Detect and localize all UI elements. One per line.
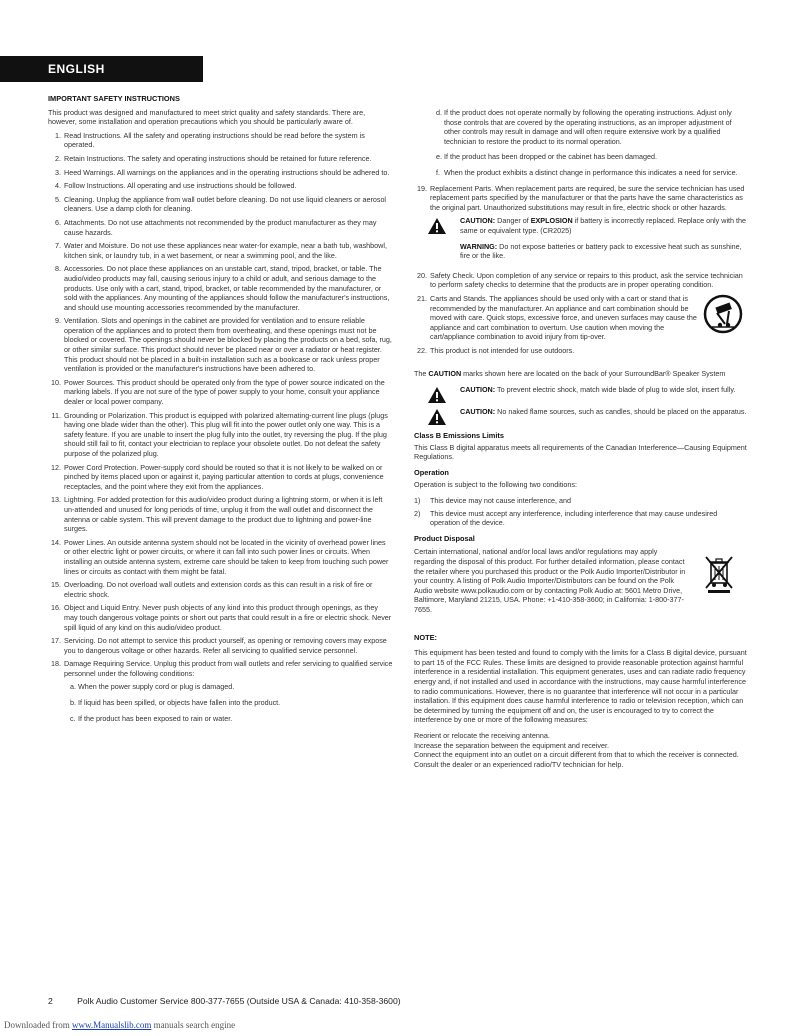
list-item — [48, 580, 393, 599]
list-item — [48, 264, 393, 312]
item-text: This product is not intended for use outdoors. — [430, 345, 575, 355]
condition-letter: b. — [70, 698, 76, 708]
condition-letter: d. — [436, 108, 442, 117]
item-number: 15. — [51, 580, 61, 590]
left-column — [48, 94, 393, 729]
list-item — [48, 659, 393, 678]
disposal-heading: Product Disposal — [414, 533, 475, 543]
item-number: 16. — [51, 603, 61, 613]
item-text: Accessories. Do not place these appliances on an unstable cart, stand, tripod, bracket, or table. The audio/video products may fall, causing serious injury to a child or adult, and serious damage to the products. Use only with a cart, stand, tripod, bracket, or table recommended by the manufacturer, or sold with the appliances. Any mounting of the appliances should follow the manufacturer's instructions, and should use mounting accessories recommended by the manufacturer. — [64, 264, 390, 312]
condition-text: If the product has been dropped or the cabinet has been damaged. — [444, 152, 657, 162]
condition-item — [436, 168, 749, 178]
operation-heading: Operation — [414, 467, 449, 477]
item-text: Lightning. For added protection for this audio/video product during a lightning storm, or when it is left un-attended and unused for long periods of time, unplug it from the wall outlet and disconnect the antenna or cable system. This will prevent damage to the product due to lightning and power-line surges. — [64, 495, 383, 534]
conditions-list — [414, 496, 749, 528]
condition-letter: a. — [70, 682, 76, 692]
condition-item — [436, 152, 749, 162]
condition-number: 1) — [414, 496, 421, 506]
condition-letter: c. — [70, 713, 76, 723]
item-number: 2. — [55, 153, 61, 163]
safety-intro: This product was designed and manufactured to meet strict quality and safety standards. There are, however, some installation and operation precautions which you should be particularly aware of. — [48, 107, 366, 127]
list-item — [414, 184, 749, 213]
item-text: Power Cord Protection. Power-supply cord should be routed so that it is not likely to be walked on or pinched by items placed upon or against it, paying particular attention to cords at plugs, convenience receptacles, and the point where they exit from the appliances. — [64, 462, 384, 491]
warning-triangle-icon — [414, 216, 460, 264]
list-item — [48, 495, 393, 533]
item-number: 20. — [417, 270, 427, 280]
caution-text: To prevent electric shock, match wide blade of plug to wide slot, insert fully. — [497, 385, 736, 395]
damage-conditions-list — [48, 682, 393, 723]
language-tab: ENGLISH — [0, 56, 203, 82]
condition-letter: f. — [436, 167, 440, 177]
item-number: 12. — [51, 462, 61, 472]
page-number: 2 — [48, 996, 53, 1006]
cart-tipover-icon — [697, 294, 749, 346]
operation-text: Operation is subject to the following two conditions: — [414, 480, 578, 490]
condition-text: If the product has been exposed to rain or water. — [78, 713, 233, 723]
item-number: 4. — [55, 181, 61, 191]
carts-section — [414, 294, 749, 346]
list-item — [48, 168, 393, 178]
note-heading: NOTE: — [414, 632, 437, 642]
list-item — [48, 181, 393, 191]
caution-text: No naked flame sources, such as candles, should be placed on the apparatus. — [497, 407, 747, 417]
item-text: Object and Liquid Entry. Never push objects of any kind into this product through openings, as they may touch dangerous voltage points or short out parts that could result in a fire or electric shock. Never spill liquid of any kind on this audio/video product. — [64, 603, 392, 632]
list-item — [414, 271, 749, 290]
item-number: 9. — [55, 316, 61, 326]
disposal-section — [414, 547, 749, 614]
item-number: 8. — [55, 264, 61, 274]
list-item — [48, 131, 393, 150]
customer-service-line: Polk Audio Customer Service 800-377-7655 (Outside USA & Canada: 410-358-3600) — [77, 996, 401, 1006]
manualslib-link[interactable]: www.Manualslib.com — [71, 1020, 152, 1030]
measure-line: Reorient or relocate the receiving antenna. — [414, 730, 550, 740]
condition-text: When the power supply cord or plug is damaged. — [78, 682, 235, 692]
item-number: 14. — [51, 537, 61, 547]
measures-list — [414, 731, 749, 769]
item-text: Power Lines. An outside antenna system should not be located in the vicinity of overhead power lines or other electric light or power circuits, or where it can fall into such power lines or circuits. When installing an outside antenna system, extreme care should be taken to keep from touching such power lines or circuits as contact with them might be fatal. — [64, 537, 389, 576]
download-credit: Downloaded from www.Manualslib.com manuals search engine — [4, 1020, 236, 1030]
item-number: 10. — [51, 377, 61, 387]
condition-item — [70, 714, 393, 724]
warning-triangle-icon — [414, 407, 460, 425]
condition-text: This device must accept any interference, including interference that may cause undesired operation of the device. — [430, 508, 718, 528]
battery-caution — [414, 216, 749, 264]
item-text: Read Instructions. All the safety and operating instructions should be read before the system is operated. — [64, 130, 365, 150]
condition-row — [414, 509, 749, 528]
item-text: Follow Instructions. All operating and use instructions should be followed. — [64, 181, 297, 191]
item-number: 21. — [417, 293, 427, 303]
item-number: 18. — [51, 659, 61, 669]
item-number: 11. — [51, 410, 61, 420]
item-text: Attachments. Do not use attachments not recommended by the product manufacturer as they may cause hazards. — [64, 217, 377, 237]
crossed-bin-icon — [689, 547, 749, 614]
item-text: Replacement Parts. When replacement parts are required, be sure the service technician has used replacement parts specified by the manufacturer or that the parts have the same characteristics as the original part. Unauthorized substitutions may result in fire, electric shock or other hazards. — [430, 183, 745, 212]
caution-label: CAUTION: — [460, 385, 496, 395]
item-number: 22. — [417, 345, 427, 355]
item-number: 6. — [55, 217, 61, 227]
warning-heat: WARNING: Do not expose batteries or battery pack to excessive heat such as sunshine, fire or the like. — [460, 241, 742, 261]
item-number: 3. — [55, 167, 61, 177]
list-item — [48, 636, 393, 655]
list-item — [48, 603, 393, 632]
condition-item — [70, 698, 393, 708]
condition-row — [414, 496, 749, 506]
item-text: Safety Check. Upon completion of any service or repairs to this product, ask the service technician to perform safety checks to determine that the products are in proper operating condition. — [430, 270, 743, 290]
item-number: 5. — [55, 194, 61, 204]
item-number: 7. — [55, 241, 61, 251]
classb-heading: Class B Emissions Limits — [414, 431, 504, 441]
item-text: Overloading. Do not overload wall outlets and extension cords as this can result in a risk of fire or electric shock. — [64, 580, 373, 599]
list-item — [414, 294, 697, 342]
list-item — [48, 241, 393, 260]
safety-heading: IMPORTANT SAFETY INSTRUCTIONS — [48, 94, 180, 103]
item-text: Power Sources. This product should be operated only from the type of power source indicated on the marking labels. If you are not sure of the type of power supply to your home, consult your appliance dealer or local power company. — [64, 377, 385, 407]
caution-marks-text: The CAUTION marks shown here are located on the back of your SurroundBar® Speaker System — [414, 369, 726, 379]
item-text: Servicing. Do not attempt to service this product yourself, as opening or removing covers may expose you to dangerous voltage or other hazards. Refer all servicing to qualified service personnel. — [64, 636, 387, 655]
list-item — [48, 154, 393, 164]
warning-triangle-icon — [414, 385, 460, 403]
item-text: Damage Requiring Service. Unplug this product from wall outlets and refer servicing to qualified service personnel under the following conditions: — [64, 659, 393, 678]
note-text: This equipment has been tested and found to comply with the limits for a Class B digital device, pursuant to part 15 of the FCC Rules. These limits are designed to provide reasonable protection against harmful interference in a residential installation. This equipment generates, uses and can radiate radio frequency energy and, if not installed and used in accordance with the instructions, may cause harmful interference to radio communications. However, there is no guarantee that interference will not occur in a particular installation. If this equipment does cause harmful interference to radio or television reception, which can be determined by turning the equipment off and on, the user is encouraged to try to correct the interference by one or more of the following measures: — [414, 648, 747, 725]
condition-letter: e. — [436, 152, 442, 162]
item-text: Retain Instructions. The safety and operating instructions should be retained for future reference. — [64, 153, 372, 163]
list-item — [48, 316, 393, 374]
list-item — [48, 378, 393, 407]
measure-line: Increase the separation between the equipment and receiver. — [414, 740, 609, 750]
list-item — [48, 218, 393, 237]
condition-item — [436, 108, 749, 146]
item-text: Heed Warnings. All warnings on the appliances and in the operating instructions should be adhered to. — [64, 167, 390, 177]
condition-item — [70, 682, 393, 692]
caution-label: CAUTION: — [460, 407, 496, 417]
condition-text: When the product exhibits a distinct change in performance this indicates a need for service. — [444, 167, 738, 177]
condition-text: This device may not cause interference, and — [430, 496, 572, 506]
condition-text: If liquid has been spilled, or objects have fallen into the product. — [78, 698, 281, 708]
classb-text: This Class B digital apparatus meets all requirements of the Canadian Interference—Causing Equipment Regulations. — [414, 442, 747, 462]
item-text: Grounding or Polarization. This product is equipped with polarized alternating-current line plugs (plugs having one blade wider than the other). This plug will fit into the power outlet only one way. This is a safety feature. If you are unable to insert the plug fully into the outlet, try reversing the plug. If the plug should still fail to fit, contact your electrician to replace your obsolete outlet. Do not defeat the safety purpose of the polarized plug. — [64, 410, 388, 458]
condition-number: 2) — [414, 508, 421, 518]
item-number: 19. — [417, 183, 427, 193]
list-item — [48, 411, 393, 459]
list-item — [414, 346, 749, 356]
item-text: Cleaning. Unplug the appliance from wall outlet before cleaning. Do not use liquid cleaners or aerosol cleaners. Use a damp cloth for cleaning. — [64, 194, 387, 214]
item-number: 17. — [51, 636, 61, 646]
flame-caution — [414, 407, 749, 425]
safety-list — [48, 131, 393, 679]
item-text: Water and Moisture. Do not use these appliances near water-for example, near a bath tub, washbowl, kitchen sink, or laundry tub, in a wet basement, or near a swimming pool, and the like. — [64, 241, 387, 260]
list-item — [48, 195, 393, 214]
caution-explosion: CAUTION: Danger of EXPLOSION if battery is incorrectly replaced. Replace only with the same or equivalent type. (CR2025) — [460, 216, 747, 235]
measure-line: Connect the equipment into an outlet on a circuit different from that to which the receiver is connected. — [414, 750, 739, 760]
shock-caution — [414, 385, 749, 403]
right-column — [414, 108, 749, 769]
item-number: 13. — [51, 495, 61, 505]
damage-conditions-list-cont — [414, 108, 749, 178]
item-text: Carts and Stands. The appliances should be used only with a cart or stand that is recommended by the manufacturer. An appliance and cart combination should be moved with care. Quick stops, excessive force, and uneven surfaces may cause the appliance and cart combination to overturn. Use caution when moving the cart/appliance combination to avoid injury from tip-over. — [430, 293, 697, 342]
item-text: Ventilation. Slots and openings in the cabinet are provided for ventilation and to ensure reliable operation of the appliances and to protect them from overheating, and these openings must not be blocked or covered. The openings should never be blocked by placing the products on a bed, sofa, rug, or other similar surface. This product should never be placed near or over a radiator or heat register. This product should not be placed in a built-in installation such as a bookcase or rack unless proper ventilation is provided or the manufacturer's instructions have been adhered to. — [64, 316, 392, 374]
list-item — [48, 463, 393, 492]
page-footer — [48, 996, 401, 1006]
list-item — [48, 538, 393, 576]
item-number: 1. — [55, 130, 61, 140]
disposal-text: Certain international, national and/or local laws and/or regulations may apply regarding the disposal of this product. For further detailed information, please contact the retailer where you purchased this product or the Polk Audio Importer/Distributor in your country. A listing of Polk Audio Importer/Distributors can be found on the Polk Audio website www.polkaudio.com or by contacting Polk Audio at: 5601 Metro Drive, Baltimore, Maryland 21215, USA. Phone: +1-410-358-3600; in California: 1-800-377-7655. — [414, 547, 686, 614]
measure-line: Consult the dealer or an experienced radio/TV technician for help. — [414, 759, 624, 769]
condition-text: If the product does not operate normally by following the operating instructions. Adjust only those controls that are covered by the operating instructions, as an improper adjustment of other controls may result in damage and will often require extensive work by a qualified technician to restore the product to its normal operation. — [444, 108, 732, 146]
